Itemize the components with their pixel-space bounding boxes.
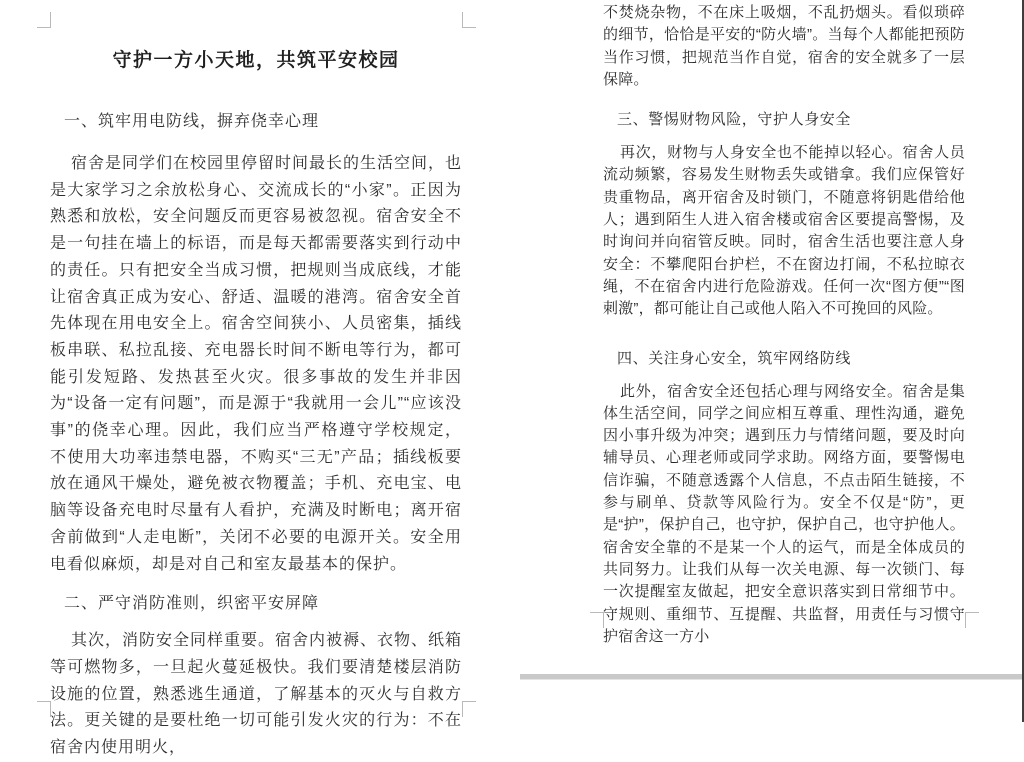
margin-mark-bottom-left (37, 701, 51, 717)
document-title[interactable]: 守护一方小天地，共筑平安校园 (112, 50, 400, 71)
paragraph-2-continued[interactable]: 不焚烧杂物，不在床上吸烟，不乱扔烟头。看似琐碎的细节，恰恰是平安的“防火墙”。当每个人都能把预防当作习惯，把规范当作自觉，宿舍的安全就多了一层保障。 (603, 4, 965, 88)
paragraph-1[interactable]: 宿舍是同学们在校园里停留时间最长的生活空间，也是大家学习之余放松身心、交流成长的“小家”。正因为熟悉和放松，安全问题反而更容易被忽视。宿舍安全不是一句挂在墙上的标语，而是每天都需要落实到行动中的责任。只有把安全当成习惯，把规则当成底线，才能让宿舍真正成为安心、舒适、温暖的港湾。宿舍安全首先体现在用电安全上。宿舍空间狭小、人员密集，插线板串联、私拉乱接、充电器长时间不断电等行为，都可能引发短路、发热甚至火灾。很多事故的发生并非因为“设备一定有问题”，而是源于“我就用一会儿”“应该没事”的侥幸心理。因此，我们应当严格遵守学校规定，不使用大功率违禁电器，不购买“三无”产品；插线板要放在通风干燥处，避免被衣物覆盖；手机、充电宝、电脑等设备充电时尽量有人看护，充满及时断电；离开宿舍前做到“人走电断”，关闭不必要的电源开关。安全用电看似麻烦，却是对自己和室友最基本的保护。 (50, 155, 463, 573)
section-heading-1[interactable]: 一、筑牢用电防线，摒弃侥幸心理 (64, 113, 320, 130)
section-heading-4[interactable]: 四、关注身心安全，筑牢网络防线 (617, 349, 852, 367)
section-heading-2[interactable]: 二、严守消防准则，织密平安屏障 (64, 595, 320, 613)
margin-mark-bottom-left (590, 612, 604, 628)
page-2 (512, 0, 1024, 722)
page-2-text-area[interactable] (603, 0, 965, 648)
margin-mark-bottom-right (965, 612, 979, 628)
paragraph-2[interactable]: 其次，消防安全同样重要。宿舍内被褥、衣物、纸箱等可燃物多，一旦起火蔓延极快。我们要清楚楼层消防设施的位置，熟悉逃生通道，了解基本的灭火与自救方法。更关键的是要杜绝一切可能引发火灾的行为：不在宿舍内使用明火， (50, 632, 463, 757)
margin-mark-top-left (37, 12, 51, 28)
section-heading-3[interactable]: 三、警惕财物风险，守护人身安全 (617, 111, 852, 129)
margin-mark-bottom-right (462, 701, 476, 717)
page-1 (0, 0, 512, 757)
page-1-text-area[interactable] (50, 0, 462, 762)
page-break-divider (520, 674, 1024, 680)
paragraph-4[interactable]: 此外，宿舍安全还包括心理与网络安全。宿舍是集体生活空间，同学之间应相互尊重、理性沟通，避免因小事升级为冲突；遇到压力与情绪问题，要及时向辅导员、心理老师或同学求助。网络方面，要警惕电信诈骗，不随意透露个人信息，不点击陌生链接，不参与刷单、贷款等风险行为。安全不仅是“防”，更是“护”，保护自己，也守护，保护自己，也守护他人。宿舍安全靠的不是某一个人的运气，而是全体成员的共同努力。让我们从每一次关电源、每一次锁门、每一次提醒室友做起，把安全意识落实到日常细节中。守规则、重细节、互提醒、共监督，用责任与习惯守护宿舍这一方小 (603, 382, 965, 645)
margin-mark-top-right (462, 12, 476, 28)
paragraph-3[interactable]: 再次，财物与人身安全也不能掉以轻心。宿舍人员流动频繁，容易发生财物丢失或错拿。我们应保管好贵重物品，离开宿舍及时锁门，不随意将钥匙借给他人；遇到陌生人进入宿舍楼或宿舍区要提高警惕，及时询问并向宿管反映。同时，宿舍生活也要注意人身安全：不攀爬阳台护栏，不在窗边打闹，不私拉晾衣绳，不在宿舍内进行危险游戏。任何一次“图方便”“图刺激”，都可能让自己或他人陷入不可挽回的风险。 (603, 144, 965, 318)
